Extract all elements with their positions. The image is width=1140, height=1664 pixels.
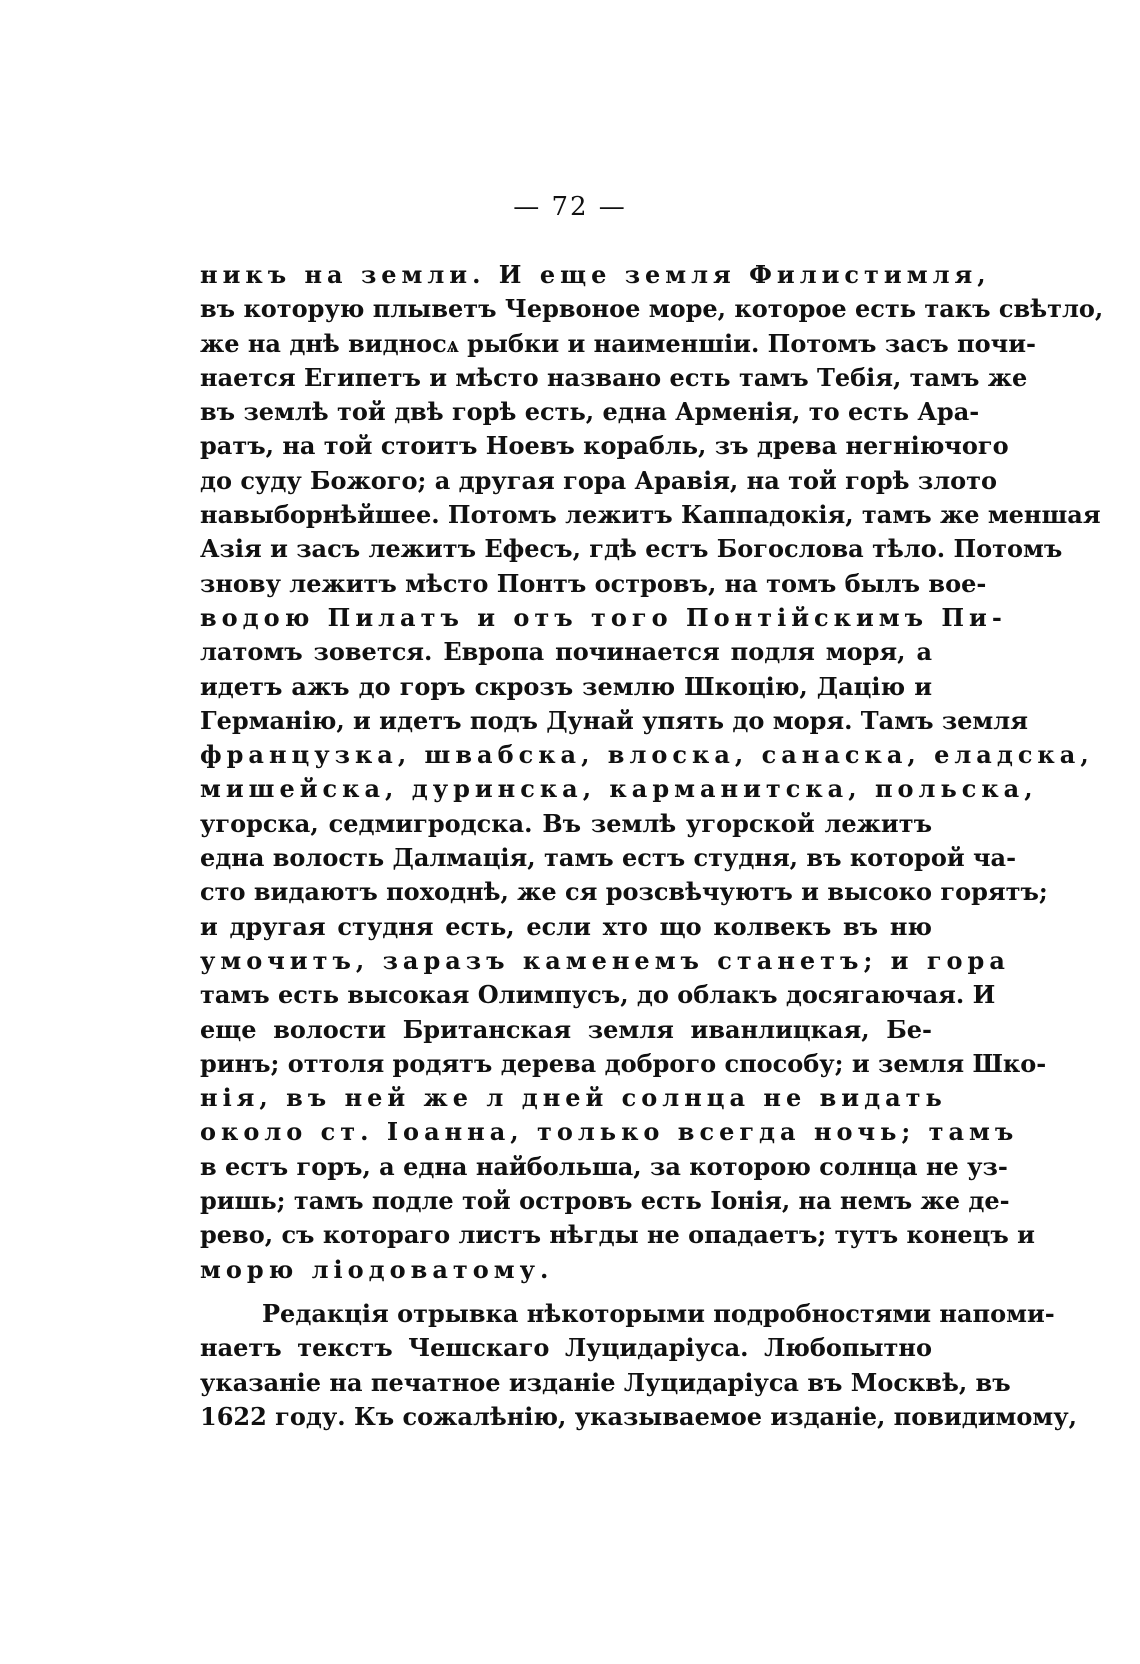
- text-line: в естъ горъ, а една найбольша, за которою солнца не уз-: [200, 1151, 1008, 1181]
- text-line: еще волости Британская земля иванлицкая, Бе-: [200, 1014, 932, 1044]
- text-line: французка, швабска, влоска, санаска, еладска,: [200, 740, 1094, 770]
- text-line: знову лежитъ мѣсто Понтъ островъ, на томъ былъ вое-: [200, 568, 987, 598]
- paragraph-2: [200, 1297, 1077, 1434]
- paragraph-gap: [200, 1287, 932, 1297]
- text-line: латомъ зовется. Европа починается подля моря, а: [200, 637, 932, 667]
- text-line: идетъ ажъ до горъ скрозъ землю Шкоцію, Дацію и: [200, 671, 932, 701]
- text-line: угорска, седмигродска. Въ землѣ угорской лежитъ: [200, 808, 932, 838]
- text-line: указаніе на печатное изданіе Луцидаріуса въ Москвѣ, въ: [200, 1367, 1011, 1397]
- text-line: една волость Далмація, тамъ естъ студня, въ которой ча-: [200, 843, 1017, 873]
- text-line: Германію, и идетъ подъ Дунай упять до моря. Тамъ земля: [200, 705, 1028, 735]
- text-line: ратъ, на той стоитъ Ноевъ корабль, зъ древа негніючого: [200, 431, 1009, 461]
- text-line: 1622 году. Къ сожалѣнію, указываемое изданіе, повидимому,: [200, 1401, 1077, 1431]
- text-line: же на днѣ видносѧ рыбки и наименшіи. Потомъ засъ почи-: [200, 328, 1036, 358]
- text-line: никъ на земли. И еще земля Филистимля,: [200, 260, 991, 289]
- paragraph-1: [200, 258, 1104, 1287]
- text-line: наетъ текстъ Чешскаго Луцидаріуса. Любопытно: [200, 1333, 932, 1363]
- text-line: тамъ есть высокая Олимпусъ, до облакъ досягаючая. И: [200, 980, 996, 1010]
- text-line: Азія и засъ лежитъ Ефесъ, гдѣ естъ Богослова тѣло. Потомъ: [200, 534, 1063, 564]
- text-line: и другая студня есть, если хто що колвекъ въ ню: [200, 911, 932, 941]
- text-line: сто видаютъ походнѣ, же ся розсвѣчуютъ и высоко горятъ;: [200, 877, 1048, 907]
- body-text: [200, 258, 1104, 1434]
- text-line: мишейска, дуринска, карманитска, польска,: [200, 774, 1038, 804]
- text-line: нія, въ ней же л дней солнца не видать: [200, 1083, 947, 1113]
- text-line: въ которую плыветъ Червоное море, которое есть такъ свѣтло,: [200, 294, 1104, 324]
- text-line: въ землѣ той двѣ горѣ есть, една Арменія, то есть Ара-: [200, 397, 980, 427]
- text-line: рево, съ котораго листъ нѣгды не опадаетъ; тутъ конецъ и: [200, 1220, 1035, 1250]
- text-line: ришь; тамъ подле той островъ есть Іонія, на немъ же де-: [200, 1186, 1010, 1216]
- text-line: водою Пилатъ и отъ того Понтійскимъ Пи-: [200, 602, 1007, 632]
- text-line: умочитъ, заразъ каменемъ станетъ; и гора: [200, 945, 1010, 975]
- text-line: навыборнѣйшее. Потомъ лежитъ Каппадокія, тамъ же меншая: [200, 500, 1101, 530]
- text-line: до суду Божого; а другая гора Аравія, на той горѣ злото: [200, 465, 998, 495]
- page-number: — 72 —: [513, 192, 627, 222]
- text-line: морю ліодоватому.: [200, 1254, 554, 1284]
- text-line: ринъ; оттоля родятъ дерева доброго способу; и земля Шко-: [200, 1048, 1047, 1078]
- text-line: нается Египетъ и мѣсто названо есть тамъ Тебія, тамъ же: [200, 362, 1028, 392]
- text-line: Редакція отрывка нѣкоторыми подробностями напоми-: [262, 1298, 1055, 1328]
- text-line: около ст. Іоанна, только всегда ночь; тамъ: [200, 1117, 1019, 1147]
